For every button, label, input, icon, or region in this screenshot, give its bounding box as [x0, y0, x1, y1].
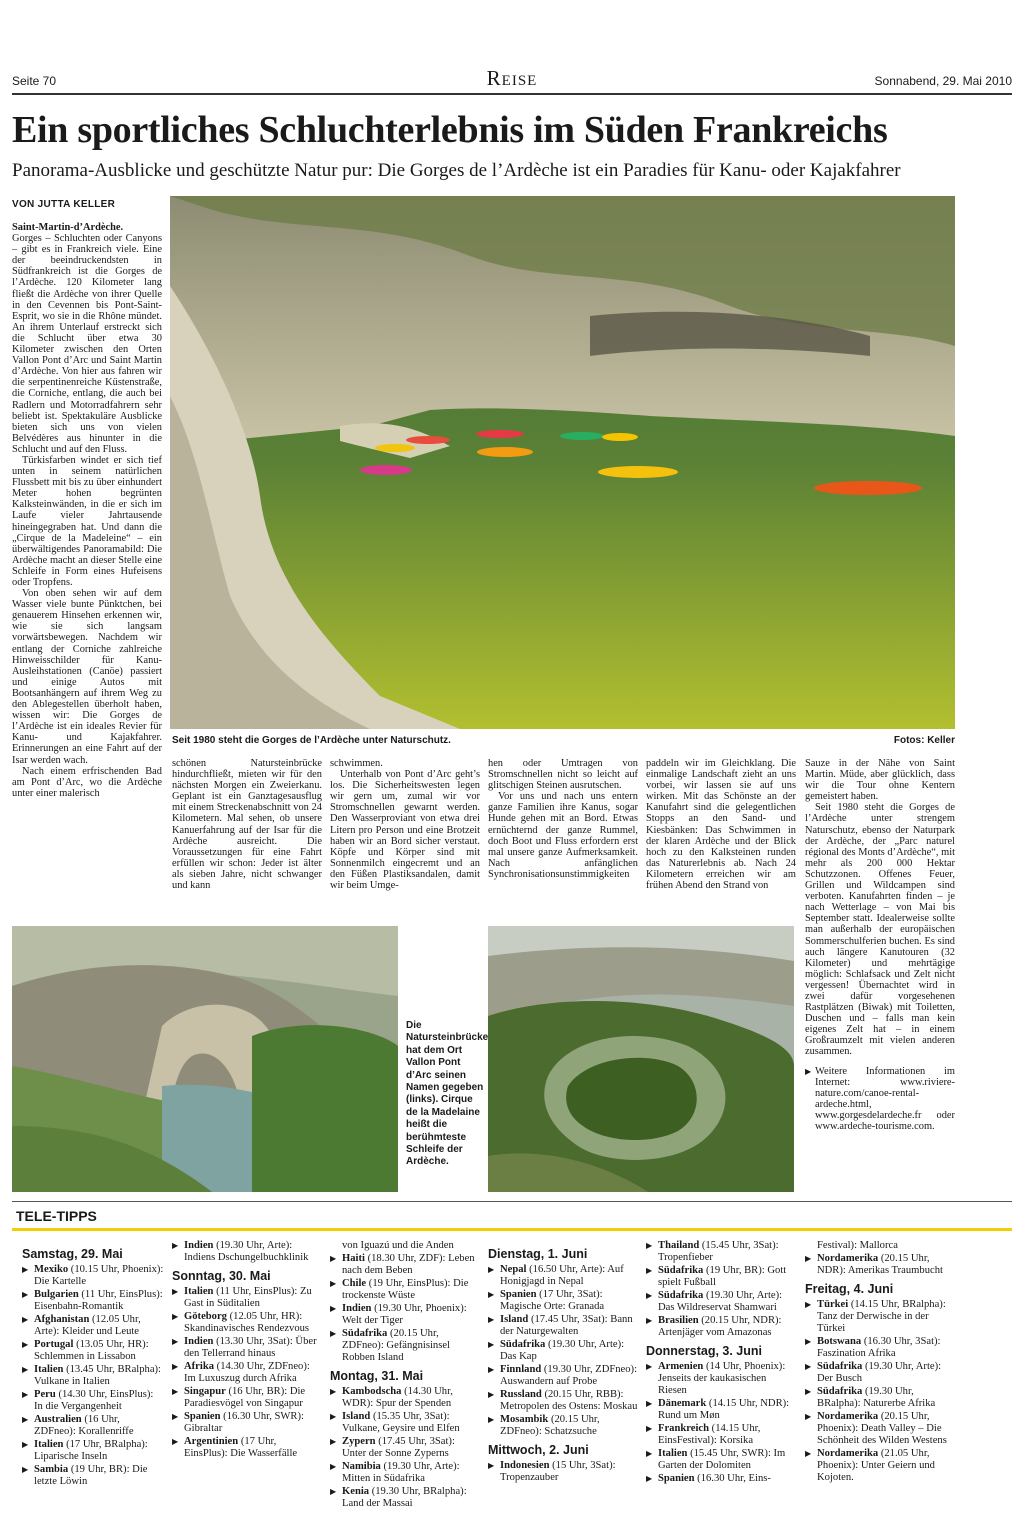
- tv-entry-country: Zypern: [342, 1436, 376, 1447]
- tv-entry: [172, 1386, 322, 1410]
- paragraph: Gorges – Schluchten oder Canyons – gibt es in Frankreich viele. Eine der beeindruckendsten in Südfrankreich ist die Gorges de l’Ardèche. 120 Kilometer lang fließt die Ardèche von ihrer Quelle in den Cevennen bis Pont-Saint-Esprit, wo sie in die Rhône mündet. An ihrem Unterlauf erstreckt sich die Schlucht über etwa 30 Kilometer zwischen den Orten Vallon Pont d’Arc und Saint Martin d’Ardèche. Von hier aus fahren wir die serpentinenreiche Küstenstraße, die Corniche, entlang, die auch bei Radlern und Motorradfahrern sehr beliebt ist. Spektakuläre Ausblicke bieten sich uns von vielen Belvédères aus hinunter in die Schlucht und auf den Fluss.: [12, 233, 162, 455]
- tv-entry: [646, 1240, 796, 1264]
- tv-entry: [330, 1411, 480, 1435]
- tv-entry: [330, 1253, 480, 1277]
- tv-entry-details: (11 Uhr, EinsPlus): Zu Gast in Süditalien: [184, 1286, 312, 1309]
- tv-entry: [22, 1364, 164, 1388]
- tv-entry: [172, 1411, 322, 1435]
- photo-cirque-de-la-madeleine: [488, 926, 794, 1192]
- paragraph: Sauze in der Nähe von Saint Martin. Müde, aber glücklich, dass wir die Tour ohne Kentern gemeistert haben.: [805, 758, 955, 803]
- tv-entry-details: (17.45 Uhr, 3Sat): Unter der Sonne Zyperns: [342, 1436, 455, 1459]
- tv-entry-details: (17 Uhr, 3Sat): Magische Orte: Granada: [500, 1289, 605, 1312]
- tv-entry: [330, 1278, 480, 1302]
- dateline: Saint-Martin-d’Ardèche.: [12, 222, 124, 233]
- tv-entry-country: Indien: [184, 1336, 214, 1347]
- tv-entry-country: Haiti: [342, 1253, 365, 1264]
- article-column-6: [805, 758, 955, 1198]
- tv-entry-country: Nordamerika: [817, 1448, 879, 1459]
- tv-entry-country: Indonesien: [500, 1460, 550, 1471]
- tv-entry: [646, 1290, 796, 1314]
- tv-entry-details: (15 Uhr, 3Sat): Tropenzauber: [500, 1460, 616, 1483]
- tv-entry-country: Italien: [34, 1364, 64, 1375]
- tv-entry-country: Italien: [658, 1448, 688, 1459]
- tv-entry-country: Bulgarien: [34, 1289, 79, 1300]
- tv-entry: [330, 1328, 480, 1364]
- tv-entry-country: Südafrika: [342, 1328, 388, 1339]
- tv-entry: [172, 1311, 322, 1335]
- tv-entry-details: (20.15 Uhr, ZDFneo): Gefängnisinsel Robben Island: [342, 1328, 450, 1363]
- tv-entry: [488, 1389, 638, 1413]
- tv-entry-details: (19.30 Uhr, Arte): Indiens Dschungelbuchklinik: [184, 1240, 309, 1263]
- article-column-3: [330, 758, 480, 918]
- tv-entry-continued: Festival): Mallorca: [817, 1240, 898, 1251]
- tv-day-heading: Sonntag, 30. Mai: [172, 1269, 271, 1283]
- tv-day-heading: Donnerstag, 3. Juni: [646, 1344, 762, 1358]
- tv-entry: [22, 1439, 164, 1463]
- tv-entry: [330, 1486, 480, 1510]
- page-number: Seite 70: [12, 74, 57, 88]
- tv-entry-country: Sambia: [34, 1464, 69, 1475]
- tv-entry: [172, 1436, 322, 1460]
- tv-entry-country: Spanien: [184, 1411, 221, 1422]
- tv-entry: [646, 1423, 796, 1447]
- tv-entry-country: Südafrika: [500, 1339, 546, 1350]
- paragraph: Vor uns und nach uns entern ganze Familien ihre Kanus, sogar Hunde gehen mit an Bord. Etwas ernüchternd der ganze Rummel, doch Boot und Fluss erfordern erst mal unsere ganze Aufmerksamkeit. Nach anfänglichen Synchronisationsunstimmigkeiten: [488, 791, 638, 880]
- paragraph: Seit 1980 steht die Gorges de l’Ardèche unter strengem Naturschutz, ebenso der Naturpark der Ardèche, der „Parc naturel régional des Monts d’Ardèche“, mit mehr als 200 000 Hektar Schutzzonen. Offenes Feuer, Grillen und Wildcampen sind verboten. Kanufahrten finden – je nach Wetterlage – von Mai bis September statt. Idealerweise sollte man außerhalb der europäischen Sommerschulferien buchen. Es sind auch längere Kanutouren (32 Kilometer) und mehrtägige möglich: Schlafsack und Zelt nicht vergessen! Übernachtet wird in zwei dafür vorgesehenen Rastplätzen (Biwak) mit Toiletten, Duschen und – falls man kein eigenes Zelt hat – in einem Großraumzelt mit vielen anderen zusammen.: [805, 802, 955, 1058]
- tv-entry-country: Island: [500, 1314, 529, 1325]
- tv-entry-country: Südafrika: [658, 1265, 704, 1276]
- tv-entry: [330, 1386, 480, 1410]
- tv-column: [330, 1240, 480, 1527]
- tv-entry-details: (16.30 Uhr, Eins-: [697, 1473, 771, 1484]
- tv-entry: [22, 1339, 164, 1363]
- tv-column: [646, 1240, 796, 1527]
- tv-day-heading: Samstag, 29. Mai: [22, 1247, 123, 1261]
- header-rule: [12, 93, 1012, 95]
- tv-entry: [22, 1314, 164, 1338]
- tv-entry-country: Mosambik: [500, 1414, 549, 1425]
- tv-entry-details: (20.15 Uhr, RBB): Metropolen des Ostens: Moskau: [500, 1389, 638, 1412]
- tv-entry-country: Nordamerika: [817, 1253, 879, 1264]
- issue-date: Sonnabend, 29. Mai 2010: [874, 74, 1012, 88]
- tv-entry-country: Italien: [184, 1286, 214, 1297]
- tv-entry-details: (21.05 Uhr, Phoenix): Unter Geiern und Kojoten.: [817, 1448, 935, 1483]
- tv-entry-country: Portugal: [34, 1339, 74, 1350]
- tv-entry-details: (13.45 Uhr, BRalpha): Vulkane in Italien: [34, 1364, 161, 1387]
- info-paragraph: [805, 1066, 955, 1133]
- tv-entry: [646, 1398, 796, 1422]
- tv-entry-details: (18.30 Uhr, ZDF): Leben nach dem Beben: [342, 1253, 475, 1276]
- article-column-1: [12, 222, 162, 920]
- tv-entry-details: (19 Uhr, BR): Die letzte Löwin: [34, 1464, 148, 1487]
- tv-entry-details: (15.45 Uhr, 3Sat): Tropenfieber: [658, 1240, 779, 1263]
- tv-entry: [22, 1464, 164, 1488]
- tv-entry: [488, 1460, 638, 1484]
- tv-entry-country: Mexiko: [34, 1264, 69, 1275]
- tv-entry-country: Russland: [500, 1389, 542, 1400]
- tv-entry-country: Italien: [34, 1439, 64, 1450]
- tv-entry: [646, 1448, 796, 1472]
- tv-day-heading: Dienstag, 1. Juni: [488, 1247, 588, 1261]
- tv-entry-country: Finnland: [500, 1364, 542, 1375]
- tv-entry-details: (16.50 Uhr, Arte): Auf Honigjagd in Nepal: [500, 1264, 624, 1287]
- tv-entry-details: (19 Uhr, EinsPlus): Die trockenste Wüste: [342, 1278, 469, 1301]
- tv-entry-country: Frankreich: [658, 1423, 710, 1434]
- tv-entry-details: (14.15 Uhr, BRalpha): Tanz der Derwische in der Türkei: [817, 1299, 946, 1334]
- paragraph: paddeln wir im Gleichklang. Die einmalige Landschaft zieht an uns vorbei, wir lassen sie auf uns wirken. Mit das Schönste an der Kanufahrt sind die gelegentlichen Stopps an den Sand- und Kiesbänken: Das Schwimmen in der klaren Ardèche und der Blick hoch zu den Kalksteinen runden das Naturerlebnis ab. Nach 24 Kilometern erreichen wir am frühen Abend den Strand von: [646, 758, 796, 892]
- tv-entry-details: (16.30 Uhr, SWR): Gibraltar: [184, 1411, 304, 1434]
- tv-entry-details: (20.15 Uhr, NDR): Amerikas Traumbucht: [817, 1253, 943, 1276]
- tv-entry-details: (20.15 Uhr, NDR): Artenjäger vom Amazonas: [658, 1315, 782, 1338]
- tv-entry-details: (19.30 Uhr, Arte): Der Busch: [817, 1361, 942, 1384]
- tv-entry-country: Afghanistan: [34, 1314, 90, 1325]
- tv-entry-details: (14.15 Uhr, EinsFestival): Korsika: [658, 1423, 761, 1446]
- tv-entry: [330, 1436, 480, 1460]
- tv-entry-country: Kambodscha: [342, 1386, 402, 1397]
- tv-entry-details: (14 Uhr, Phoenix): Jenseits der kaukasischen Riesen: [658, 1361, 786, 1396]
- tv-entry-details: (19.30 Uhr, Arte): Mitten in Südafrika: [342, 1461, 460, 1484]
- tv-entry: [488, 1314, 638, 1338]
- tv-entry: [646, 1473, 796, 1485]
- tv-entry-details: (16 Uhr, BR): Die Paradiesvögel von Singapur: [184, 1386, 306, 1409]
- tv-entry: [805, 1336, 955, 1360]
- tv-entry-country: Türkei: [817, 1299, 849, 1310]
- article-column-4: [488, 758, 638, 918]
- tv-entry-details: (20.15 Uhr, ZDFneo): Schatzsuche: [500, 1414, 600, 1437]
- tv-entry-details: (14.15 Uhr, NDR): Rund um Møn: [658, 1398, 790, 1421]
- tv-section-heading: TELE-TIPPS: [16, 1208, 97, 1224]
- tv-entry-country: Göteborg: [184, 1311, 227, 1322]
- tv-day-heading: Mittwoch, 2. Juni: [488, 1443, 589, 1457]
- tv-entry: [488, 1364, 638, 1388]
- tv-entry: [646, 1361, 796, 1397]
- tv-column: [172, 1240, 322, 1527]
- tv-entry: [22, 1389, 164, 1413]
- tv-entry: [646, 1315, 796, 1339]
- tv-entry-details: (19.30 Uhr, Arte): Das Wildreservat Shamwari: [658, 1290, 783, 1313]
- tv-accent-bar: [12, 1228, 1012, 1231]
- tv-entry: [22, 1414, 164, 1438]
- section-name: Reise: [486, 66, 538, 90]
- tv-entry-country: Island: [342, 1411, 371, 1422]
- tv-entry-country: Südafrika: [817, 1386, 863, 1397]
- tv-entry-details: (17 Uhr, EinsPlus): Die Wasserfälle: [184, 1436, 298, 1459]
- tv-entry-details: (12.05 Uhr, HR): Skandinavisches Rendezvous: [184, 1311, 310, 1334]
- article-column-2: [172, 758, 322, 918]
- tv-entry-details: (16 Uhr, ZDFneo): Korallenriffe: [34, 1414, 134, 1437]
- tv-entry-details: (14.30 Uhr, EinsPlus): In die Vergangenheit: [34, 1389, 154, 1412]
- tv-entry: [172, 1286, 322, 1310]
- tv-entry-details: (14.30 Uhr, WDR): Spur der Spenden: [342, 1386, 453, 1409]
- tv-entry-details: (19.30 Uhr, BRalpha): Land der Massai: [342, 1486, 467, 1509]
- tv-entry: [805, 1411, 955, 1447]
- tv-column: [805, 1240, 955, 1527]
- arrow-icon: ▶: [805, 1066, 812, 1076]
- tv-entry-country: Chile: [342, 1278, 367, 1289]
- tv-entry-details: (14.30 Uhr, ZDFneo): Im Luxuszug durch Afrika: [184, 1361, 310, 1384]
- tv-entry: [805, 1361, 955, 1385]
- tv-entry-details: (19.30 Uhr, ZDFneo): Auswandern auf Probe: [500, 1364, 638, 1387]
- tv-entry: [488, 1264, 638, 1288]
- tv-entry-country: Armenien: [658, 1361, 704, 1372]
- tv-entry: [172, 1240, 322, 1264]
- tv-entry-details: (17.45 Uhr, 3Sat): Bann der Naturgewalten: [500, 1314, 633, 1337]
- tv-column: [488, 1240, 638, 1527]
- tv-entry: [330, 1303, 480, 1327]
- tv-entry-country: Indien: [184, 1240, 214, 1251]
- tv-entry: [172, 1336, 322, 1360]
- photo-credit: Fotos: Keller: [893, 735, 955, 746]
- tv-entry-details: (13.30 Uhr, 3Sat): Über den Tellerrand hinaus: [184, 1336, 317, 1359]
- tv-entry-country: Südafrika: [817, 1361, 863, 1372]
- photos-side-caption: Die Natursteinbrücke hat dem Ort Vallon Pont d’Arc seinen Namen gegeben (links). Cirque de la Madelaine heißt die berühmteste Schleife der Ardèche.: [406, 1020, 489, 1168]
- tv-entry-country: Kenia: [342, 1486, 370, 1497]
- info-text: Weitere Informationen im Internet: www.riviere-nature.com/canoe-rental-ardeche.html, www.gorgesdelardeche.fr oder www.ardeche-tourisme.com.: [815, 1065, 955, 1132]
- tv-entry-details: (19.30 Uhr, Phoenix): Welt der Tiger: [342, 1303, 467, 1326]
- main-photo-caption: Seit 1980 steht die Gorges de l’Ardèche unter Naturschutz.: [172, 735, 451, 746]
- tv-entry: [22, 1289, 164, 1313]
- tv-entry-details: (19.30 Uhr, BRalpha): Naturerbe Afrika: [817, 1386, 936, 1409]
- tv-entry-details: (20.15 Uhr, Phoenix): Death Valley – Die Schönheit des Wilden Westens: [817, 1411, 947, 1446]
- tv-entry-details: (17 Uhr, BRalpha): Liparische Inseln: [34, 1439, 148, 1462]
- tv-day-heading: Freitag, 4. Juni: [805, 1282, 894, 1296]
- tv-entry-details: (19.30 Uhr, Arte): Das Kap: [500, 1339, 625, 1362]
- tv-entry: [805, 1253, 955, 1277]
- article-column-5: [646, 758, 796, 918]
- tv-entry-country: Australien: [34, 1414, 82, 1425]
- paragraph: Unterhalb von Pont d’Arc geht’s los. Die Sicherheitswesten legen wir gern um, zumal wir vor Stromschnellen gewarnt werden. Den Wasserproviant von etwa drei Litern pro Person und eine Brotzeit haben wir an Bord sicher verstaut. Köpfe und Körper sind mit Sonnenmilch eingecremt und an den Füßen Plastiksandalen, damit wir beim Umge-: [330, 769, 480, 892]
- tv-entry-country: Afrika: [184, 1361, 215, 1372]
- tv-entry-country: Dänemark: [658, 1398, 707, 1409]
- tv-entry-country: Nepal: [500, 1264, 527, 1275]
- tv-entry-continued: von Iguazú und die Anden: [342, 1240, 454, 1251]
- tv-entry-country: Brasilien: [658, 1315, 699, 1326]
- tv-entry-country: Peru: [34, 1389, 56, 1400]
- tv-entry: [805, 1448, 955, 1484]
- tv-entry-details: (16.30 Uhr, 3Sat): Faszination Afrika: [817, 1336, 941, 1359]
- page-header: [12, 66, 1012, 92]
- tv-entry: [488, 1289, 638, 1313]
- tv-entry-details: (11 Uhr, EinsPlus): Eisenbahn-Romantik: [34, 1289, 163, 1312]
- tv-top-rule: [12, 1201, 1012, 1202]
- tv-entry-country: Indien: [342, 1303, 372, 1314]
- tv-entry-country: Spanien: [658, 1473, 695, 1484]
- tv-entry: [172, 1361, 322, 1385]
- tv-entry-details: (19 Uhr, BR): Gott spielt Fußball: [658, 1265, 787, 1288]
- tv-entry: [646, 1265, 796, 1289]
- tv-entry-details: (15.35 Uhr, 3Sat): Vulkane, Geysire und Elfen: [342, 1411, 460, 1434]
- photo-pont-d-arc: [12, 926, 398, 1192]
- tv-entry: [805, 1386, 955, 1410]
- tv-entry-country: Botswana: [817, 1336, 862, 1347]
- tv-entry-country: Nordamerika: [817, 1411, 879, 1422]
- tv-entry: [330, 1461, 480, 1485]
- tv-column: [22, 1240, 164, 1527]
- paragraph: schwimmen.: [330, 758, 383, 769]
- tv-entry: [488, 1414, 638, 1438]
- tv-entry: [488, 1339, 638, 1363]
- tv-entry-country: Südafrika: [658, 1290, 704, 1301]
- paragraph: schönen Natursteinbrücke hindurchfließt, mieten wir für den nächsten Morgen ein Zweierkanu. Geplant ist ein Ganztagesausflug mit einem Streckenabschnitt von 24 Kilometern. Mal sehen, ob unsere Kanuerfahrung auf der Isar für die Ardèche ausreicht. Die Voraussetzungen für eine Fahrt erfüllen wir schon: Jeder ist älter als sieben Jahre, nicht schwanger und kann: [172, 758, 322, 892]
- byline: VON JUTTA KELLER: [12, 199, 116, 210]
- tv-entry-country: Spanien: [500, 1289, 537, 1300]
- tv-entry-details: (13.05 Uhr, HR): Schlemmen in Lissabon: [34, 1339, 149, 1362]
- paragraph: Von oben sehen wir auf dem Wasser viele bunte Pünktchen, bei genauerem Hinsehen erkennen wir, wie sie sich langsam vorwärtsbewegen. Nachdem wir entlang der Corniche zahlreiche Hinweisschilder für Kanu-Ausleihstationen (Canöe) passiert und einige Autos mit Bootsanhängern auf ihrem Weg zu den Ablegestellen überholt haben, wissen wir: Die Gorges de l’Ardèche ist ein ideales Revier für Kanu- und Kajakfahrer. Erinnerungen an eine Fahrt auf der Isar werden wach.: [12, 588, 162, 766]
- tv-entry: [805, 1299, 955, 1335]
- tv-entry-country: Thailand: [658, 1240, 700, 1251]
- tv-entry-details: (12.05 Uhr, Arte): Kleider und Leute: [34, 1314, 141, 1337]
- tv-entry-country: Namibia: [342, 1461, 381, 1472]
- paragraph: hen oder Umtragen von Stromschnellen nicht so leicht auf glitschigen Steinen ausrutschen.: [488, 758, 638, 792]
- tv-entry-country: Argentinien: [184, 1436, 239, 1447]
- main-photo-kayaks-in-gorge: [170, 196, 955, 729]
- tv-day-heading: Montag, 31. Mai: [330, 1369, 424, 1383]
- tv-entry-details: (10.15 Uhr, Phoenix): Die Kartelle: [34, 1264, 164, 1287]
- tv-entry-country: Singapur: [184, 1386, 226, 1397]
- tv-entry: [22, 1264, 164, 1288]
- paragraph: Nach einem erfrischenden Bad am Pont d’Arc, wo die Ardèche unter einer malerisch: [12, 765, 162, 799]
- tv-entry-details: (15.45 Uhr, SWR): Im Garten der Dolomiten: [658, 1448, 786, 1471]
- article-headline: Ein sportliches Schluchterlebnis im Süden Frankreichs: [12, 109, 888, 151]
- paragraph: Türkisfarben windet er sich tief unten in seinem natürlichen Flussbett mit bis zu über einhundert Meter hohen begrünten Kalksteinwänden, in die er sich im Laufe vieler Jahrtausende hineingegraben hat. Und dann die „Cirque de la Madeleine“ – ein überwältigendes Panoramabild: Die Ardèche macht an dieser Stelle eine Schleife in Form eines Hufeisens oder Tropfens.: [12, 454, 162, 588]
- article-subheadline: Panorama-Ausblicke und geschützte Natur pur: Die Gorges de l’Ardèche ist ein Paradies für Kanu- oder Kajakfahrer: [12, 160, 901, 181]
